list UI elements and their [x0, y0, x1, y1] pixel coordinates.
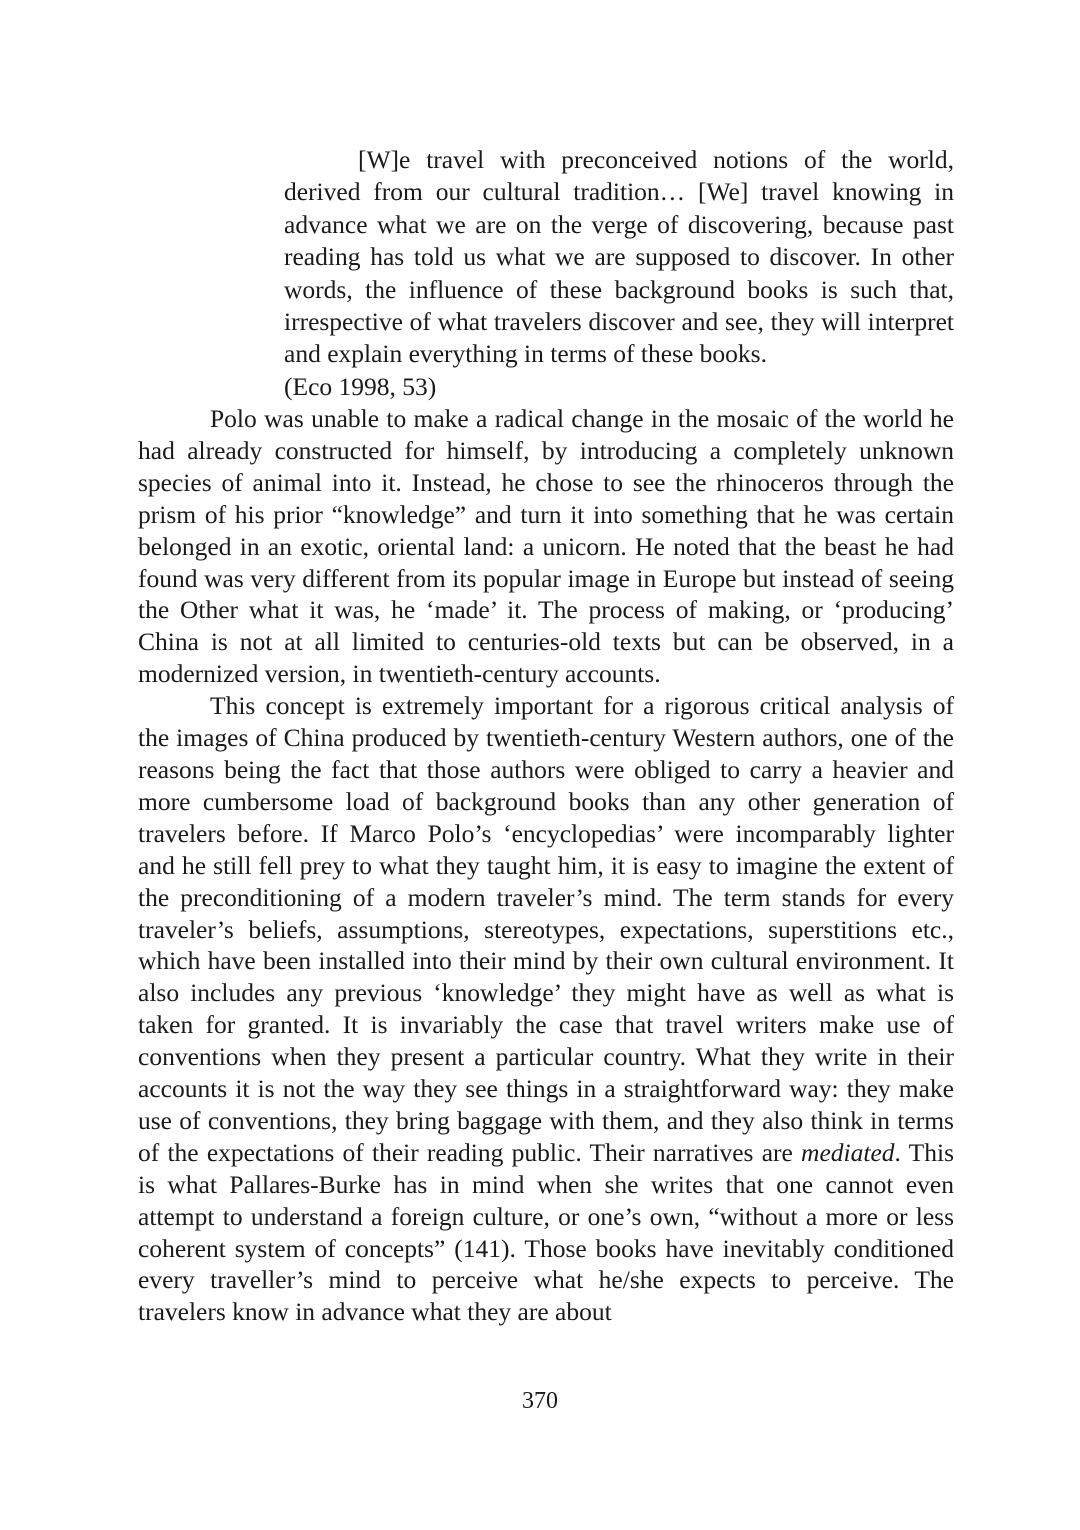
paragraph-polo: Polo was unable to make a radical change in the mosaic of the world he had already constructed for himself, by introducing a completely unknown species of animal into it. Instead, he chose to see the rhinoceros through the prism of his prior “knowledge” and turn it into something that he was certain belonged in an exotic, oriental land: a unicorn. He noted that the beast he had found was very different from its popular image in Europe but instead of seeing the Other what it was, he ‘made’ it. The process of making, or ‘producing’ China is not at all limited to centuries-old texts but can be observed, in a modernized version, in twentieth-century accounts.: [138, 404, 954, 689]
paragraph-concept: [138, 690, 954, 1328]
block-quote-text: [284, 144, 954, 403]
italic-term: mediated: [801, 1137, 895, 1167]
page-number: 370: [522, 1388, 558, 1414]
block-quote-citation: (Eco 1998, 53): [284, 371, 437, 401]
block-quote-body: [W]e travel with preconceived notions of the world, derived from our cultural tradition… [We] travel knowing in advance what we are on the verge of discovering, because past reading has told us what we are supposed to discover. In other words, the influence of these background books is such that, irrespective of what travelers discover and see, they will interpret and explain everything in terms of these books.: [284, 145, 954, 369]
paragraph-concept-part-2: . This is what Pallares-Burke has in mind when she writes that one cannot even attempt to understand a foreign culture, or one’s own, “without a more or less coherent system of concepts” (141). Those books have inevitably conditioned every traveller’s mind to perceive what he/she expects to perceive. The travelers know in advance what they are about: [138, 1137, 955, 1327]
paragraph-concept-part-1: This concept is extremely important for a rigorous critical analysis of the images of China produced by twentieth-century Western authors, one of the reasons being the fact that those authors were obliged to carry a heavier and more cumbersome load of background books than any other generation of travelers before. If Marco Polo’s ‘encyclopedias’ were incomparably lighter and he still fell prey to what they taught him, it is easy to imagine the extent of the preconditioning of a modern traveler’s mind. The term stands for every traveler’s beliefs, assumptions, stereotypes, expectations, superstitions etc., which have been installed into their mind by their own cultural environment. It also includes any previous ‘knowledge’ they might have as well as what is taken for granted. It is invariably the case that travel writers make use of conventions when they present a particular country. What they write in their accounts it is not the way they see things in a straightforward way: they make use of conventions, they bring baggage with them, and they also think in terms of the expectations of their reading public. Their narratives are: [138, 691, 954, 1167]
block-quote: [284, 144, 954, 403]
main-text: [138, 403, 954, 1328]
